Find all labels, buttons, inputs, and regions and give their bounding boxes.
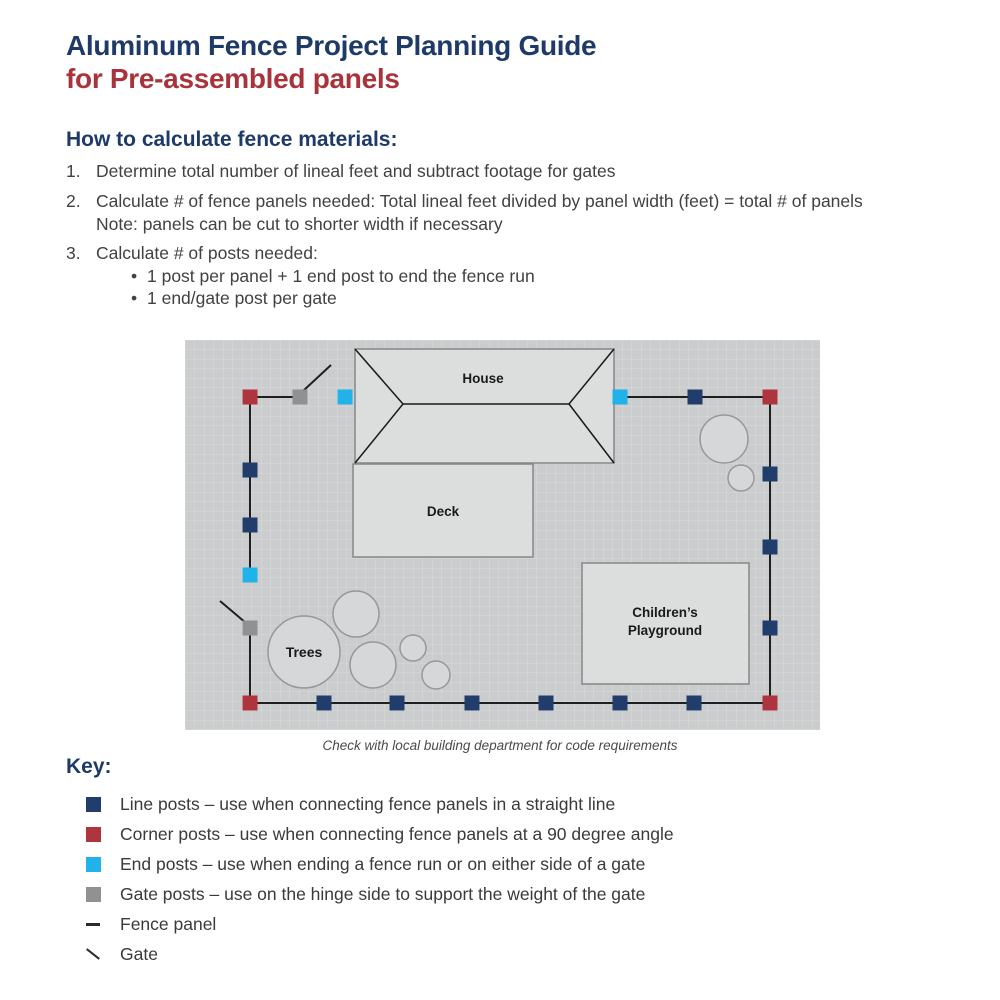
- diagram-caption: Check with local building department for code requirements: [322, 738, 678, 753]
- gate-glyph: [86, 948, 100, 959]
- house-shape: [355, 349, 614, 463]
- line-post: [763, 467, 778, 482]
- key-item-label: Gate posts – use on the hinge side to support the weight of the gate: [120, 883, 646, 904]
- instruction-bullet-2: [131, 287, 337, 310]
- page-subtitle: for Pre-assembled panels: [66, 63, 400, 94]
- line-post: [687, 696, 702, 711]
- end-post: [613, 390, 628, 405]
- tree-circle: [700, 415, 748, 463]
- tree-circle: [400, 635, 426, 661]
- instruction-item-3: [66, 242, 946, 265]
- line-post: [539, 696, 554, 711]
- page-title: Aluminum Fence Project Planning Guide: [66, 30, 597, 61]
- tree-circle: [333, 591, 379, 637]
- line-post: [763, 540, 778, 555]
- end-post-icon: [85, 857, 101, 872]
- key-item-corner-post: [85, 819, 674, 849]
- instruction-bullet-1: [131, 265, 535, 288]
- instructions-heading: How to calculate fence materials:: [66, 128, 398, 151]
- playground-label: Children’s Playground: [627, 605, 703, 638]
- key-list: [85, 789, 674, 969]
- yard-plan-diagram: [185, 340, 820, 730]
- item-number: 3.: [66, 243, 81, 263]
- key-item-fence-panel: [85, 909, 674, 939]
- item-number: 2.: [66, 191, 81, 211]
- key-item-line-post: [85, 789, 674, 819]
- tree-circle: [728, 465, 754, 491]
- key-item-label: Gate: [120, 943, 158, 964]
- item-text: Determine total number of lineal feet and subtract footage for gates: [96, 161, 616, 181]
- line-post-icon: [85, 797, 101, 812]
- corner-post: [243, 390, 258, 405]
- corner-post-icon: [85, 827, 101, 842]
- line-post-glyph: [86, 797, 101, 812]
- bullet-icon: •: [131, 266, 138, 286]
- corner-post: [763, 390, 778, 405]
- tree-circle: [350, 642, 396, 688]
- item-number: 1.: [66, 161, 81, 181]
- instruction-item-2: [66, 190, 946, 236]
- tree-circle: [422, 661, 450, 689]
- key-item-end-post: [85, 849, 674, 879]
- key-item-label: Fence panel: [120, 913, 217, 934]
- corner-post-glyph: [86, 827, 101, 842]
- key-item-gate: [85, 939, 674, 969]
- line-post: [243, 463, 258, 478]
- trees-label: Trees: [285, 644, 323, 660]
- line-post: [390, 696, 405, 711]
- line-post: [688, 390, 703, 405]
- line-post: [317, 696, 332, 711]
- line-post: [763, 621, 778, 636]
- key-item-label: Line posts – use when connecting fence panels in a straight line: [120, 793, 616, 814]
- end-post: [243, 568, 258, 583]
- line-post: [613, 696, 628, 711]
- key-heading: Key:: [66, 755, 112, 778]
- fence-panel-icon: [85, 923, 101, 926]
- yard-plan-svg: [185, 340, 820, 730]
- gate-post: [243, 621, 258, 636]
- item-line-2: Note: panels can be cut to shorter width if necessary: [96, 214, 503, 234]
- gate-post-icon: [85, 887, 101, 902]
- end-post-glyph: [86, 857, 101, 872]
- line-post: [243, 518, 258, 533]
- corner-post: [763, 696, 778, 711]
- key-item-label: End posts – use when ending a fence run or on either side of a gate: [120, 853, 646, 874]
- corner-post: [243, 696, 258, 711]
- item-line-1: Calculate # of fence panels needed: Total lineal feet divided by panel width (feet) = total # of panels: [96, 191, 863, 211]
- item-text: Calculate # of posts needed:: [96, 243, 318, 263]
- house-label: House: [462, 371, 504, 386]
- instruction-item-1: [66, 160, 946, 183]
- bullet-icon: •: [131, 288, 138, 308]
- key-item-label: Corner posts – use when connecting fence panels at a 90 degree angle: [120, 823, 674, 844]
- gate-post-glyph: [86, 887, 101, 902]
- bullet-text: 1 post per panel + 1 end post to end the fence run: [147, 266, 535, 286]
- deck-label: Deck: [426, 504, 460, 519]
- line-post: [465, 696, 480, 711]
- key-item-gate-post: [85, 879, 674, 909]
- gate-icon: [85, 953, 101, 955]
- gate-post: [293, 390, 308, 405]
- end-post: [338, 390, 353, 405]
- bullet-text: 1 end/gate post per gate: [147, 288, 337, 308]
- fence-panel-glyph: [86, 923, 100, 926]
- item-text: [96, 190, 946, 236]
